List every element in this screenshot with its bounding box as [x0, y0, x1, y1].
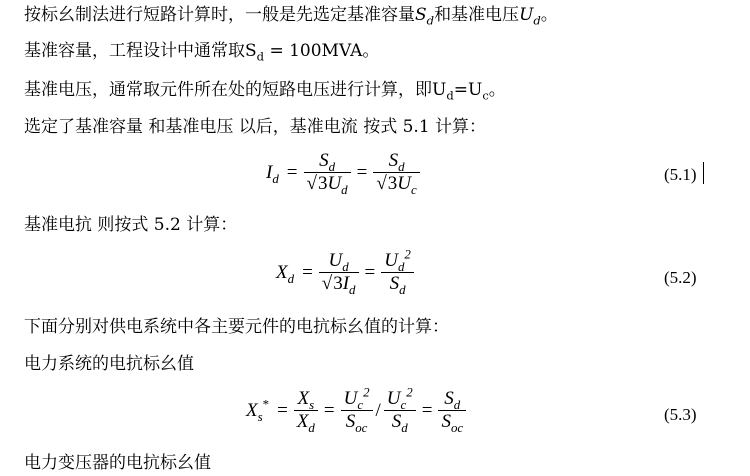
paragraph-base-reactance: 基准电抗 则按式 5.2 计算：: [24, 215, 238, 235]
equation-number: (5.3): [664, 405, 697, 424]
paragraph-base-capacity: [24, 40, 379, 62]
symbol-Sd: $S_d$: [245, 41, 265, 64]
heading-power-system: 电力系统的电抗标幺值: [24, 354, 194, 374]
text-segment: 和基准电压: [434, 5, 520, 25]
text-segment: 按标幺制法进行短路计算时，一般是先选定基准容量: [24, 5, 415, 25]
text-segment: 基准电压，通常取元件所在处的短路电压进行计算，即: [24, 80, 432, 100]
equation-number: (5.1): [664, 165, 697, 184]
paragraph-base-voltage: [24, 79, 506, 101]
text-segment: = 100MVA。: [264, 41, 380, 61]
paragraph-base-current: 选定了基准容量 和基准电压 以后，基准电流 按式 5.1 计算：: [24, 117, 487, 137]
paragraph-base-selection: [24, 4, 558, 26]
equation-5-1: $I_d$ = $\frac{S_d}{√3U_d}$ = $\frac{S_d}{√3U_c}$: [262, 150, 422, 195]
symbol-Ud: $U_d$: [519, 5, 541, 28]
paragraph-element-reactance: 下面分别对供电系统中各主要元件的电抗标幺值的计算：: [24, 317, 449, 337]
equation-5-3: $X_s^*$ = $\frac{X_s}{X_d}$ = $\frac{U_c^2}{S_{oc}}$ / $\frac{U_c^2}{S_d}$ = $\frac{S_d}{S_{oc}}$: [242, 388, 468, 433]
equation-number: (5.2): [664, 268, 697, 287]
symbol-Sd: $S_d$: [415, 5, 435, 28]
text-segment: 。: [540, 5, 558, 25]
text-segment: 。: [488, 80, 506, 100]
heading-transformer: 电力变压器的电抗标幺值: [24, 453, 211, 473]
text-cursor: [703, 162, 704, 184]
text-segment: 基准容量，工程设计中通常取: [24, 41, 245, 61]
equation-5-2: $X_d$ = $\frac{U_d}{√3I_d}$ = $\frac{U_d^2}{S_d}$: [272, 250, 416, 295]
symbol-Ud-eq-Uc: $U_d=U_c$: [432, 80, 489, 103]
